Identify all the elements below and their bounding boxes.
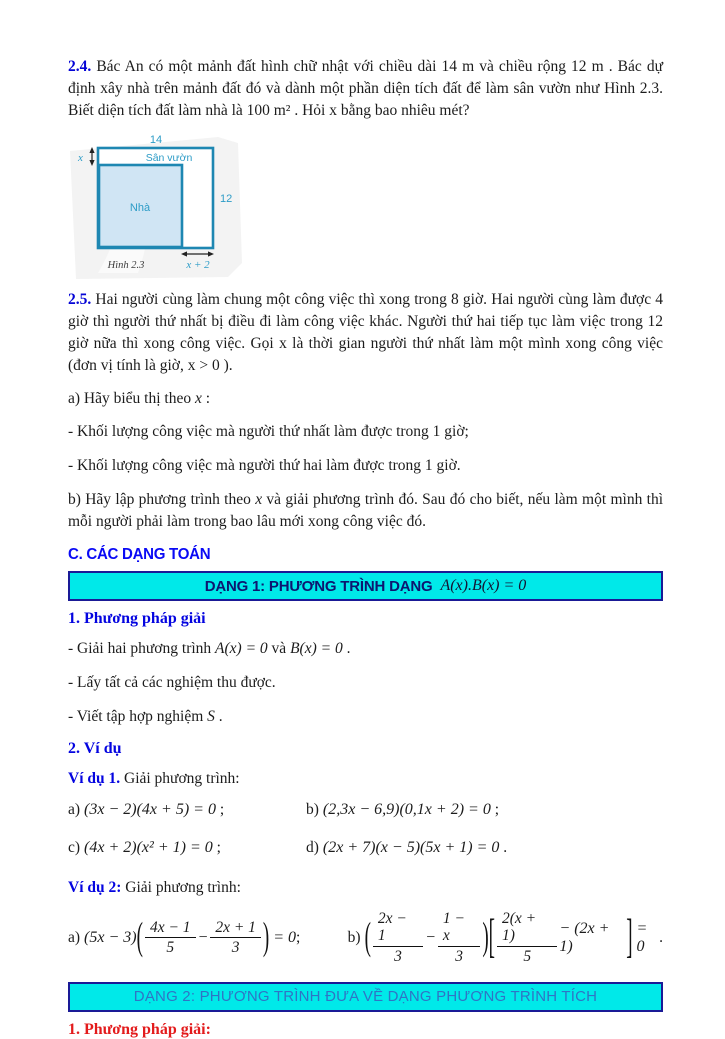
vd2-b-rbracket: ] (626, 911, 633, 965)
vd2-b-frac1-num: 2x − 1 (373, 910, 423, 947)
part-a-pre: a) Hãy biểu thị theo (68, 390, 195, 407)
vd1-c-tail: ; (212, 839, 221, 856)
vd1-d-equation: (2x + 7)(x − 5)(5x + 1) = 0 (322, 839, 500, 856)
vd2-a-lparen: ( (136, 916, 143, 960)
vd2-title: Ví dụ 2: (68, 879, 122, 896)
problem-number: 2.4. (68, 58, 92, 75)
house-label: Nhà (129, 202, 151, 214)
part-b-pre: b) Hãy lập phương trình theo (68, 491, 256, 508)
section-c-heading: C. CÁC DẠNG TOÁN (68, 546, 211, 563)
vd1-title: Ví dụ 1. (68, 770, 121, 787)
problem-text: Bác An có một mảnh đất hình chữ nhật với chiều dài 14 m và chiều rộng 12 m . Bác dự định xây nhà trên mảnh đất đó và dành một phần diện tích đất để làm sân vườn như Hình 2.3. Biết diện tích đất làm nhà là 100 m² . Hỏi x bằng bao nhiêu mét? (68, 58, 663, 119)
vd2-a-frac2 (210, 919, 261, 957)
method-2-heading: 1. Phương pháp giải: (68, 1020, 211, 1038)
dang-1-banner-label: DẠNG 1: PHƯƠNG TRÌNH DẠNG (204, 577, 433, 595)
garden-label: Sân vườn (145, 152, 193, 164)
vd2-b-label: b) (347, 928, 361, 946)
part-a-math: x (194, 390, 202, 407)
dim-right-label: 12 (220, 193, 233, 205)
vd1-a-label: a) (68, 801, 81, 818)
vd1-row-1 (68, 801, 663, 819)
part-a-post: : (201, 390, 211, 407)
vd2-b-minus1: − (425, 928, 436, 946)
dim-top-label: 14 (149, 134, 163, 146)
vd2-b-lparen: ( (364, 916, 371, 960)
problem-number: 2.5. (68, 291, 92, 308)
vd1-d-tail: . (499, 839, 508, 856)
vd1-title-rest: Giải phương trình: (120, 770, 240, 787)
vd2-b-minus2: − (2x + 1) (559, 919, 610, 955)
bottom-dim-label: x + 2 (186, 259, 210, 271)
vd1-b-equation: (2,3x − 6,9)(0,1x + 2) = 0 (322, 801, 491, 818)
land-diagram (68, 133, 328, 283)
method-line-3-post: . (214, 708, 223, 725)
vd2-b-frac1-den: 3 (394, 947, 402, 965)
vd2-b-frac3 (497, 910, 557, 966)
vd2-a-label: a) (68, 928, 81, 946)
vd2-a-frac1-den: 5 (166, 939, 175, 957)
vd1-b-tail: ; (490, 801, 500, 818)
figure-hinh-2-3 (68, 133, 328, 283)
vd2-item-a (68, 916, 348, 960)
vd2-a-tail: ; (296, 928, 301, 946)
vd2-b-frac3-den: 5 (523, 947, 532, 965)
vd1-c-equation: (4x + 2)(x² + 1) = 0 (84, 839, 213, 856)
dang-2-banner-label: DẠNG 2: PHƯƠNG TRÌNH ĐƯA VỀ DẠNG PHƯƠNG TRÌNH TÍCH (133, 988, 598, 1006)
vd2-b-frac1 (373, 910, 423, 966)
method-line-1-math2: B(x) = 0 (290, 640, 343, 657)
method-line-2: - Lấy tất cả các nghiệm thu được. (68, 674, 276, 691)
vd1-c-label: c) (68, 839, 81, 856)
vd1-item-d (306, 839, 663, 857)
method-line-3-pre: - Viết tập hợp nghiệm (68, 708, 208, 725)
part-b-line (68, 489, 663, 533)
part-b-math: x (255, 491, 263, 508)
method-line-1-post: . (342, 640, 351, 657)
vd2-a-frac1 (145, 919, 196, 957)
vd2-a-frac2-den: 3 (231, 939, 240, 957)
vd2-b-equals: = 0 (636, 919, 648, 955)
method-line-1-mid: và (267, 640, 291, 657)
vd2-a-frac2-num: 2x + 1 (210, 919, 261, 938)
vd1-row-2 (68, 839, 663, 857)
vd2-b-frac3-num: 2(x + 1) (497, 910, 557, 947)
vd1-item-c (68, 839, 306, 857)
vd2-b-lbracket: [ (488, 911, 495, 965)
figure-caption: Hình 2.3 (107, 260, 145, 271)
method-line-1-pre: - Giải hai phương trình (68, 640, 216, 657)
vd2-a-equals: = 0 (273, 928, 297, 946)
vd2-a-factor: (5x − 3) (84, 928, 137, 946)
dang-1-banner (68, 571, 663, 601)
vd2-b-tail: . (659, 928, 664, 946)
problem-text: Hai người cùng làm chung một công việc thì xong trong 8 giờ. Hai người cùng làm được 4 giờ thì người thứ nhất bị điều đi làm công việc khác. Người thứ hai tiếp tục làm việc trong 12 giờ nữa thì xong công việc. Gọi x là thời gian người thứ nhất làm một mình xong công việc (đơn vị tính là giờ, x > 0 ). (68, 291, 663, 374)
vd2-a-minus: − (197, 928, 209, 946)
dim-left-label: x (78, 152, 83, 164)
vd2-title-rest: Giải phương trình: (121, 879, 241, 896)
vd1-b-label: b) (306, 801, 319, 818)
dang-1-banner-math: A(x).B(x) = 0 (440, 577, 527, 594)
method-line-1 (68, 638, 663, 660)
problem-2-5 (68, 289, 663, 377)
bullet-2: - Khối lượng công việc mà người thứ hai làm được trong 1 giờ. (68, 457, 461, 474)
method-line-3 (68, 706, 663, 728)
vd1-d-label: d) (306, 839, 319, 856)
vd2-title-line (68, 877, 663, 899)
vd1-a-tail: ; (215, 801, 225, 818)
method-line-3-math: S (207, 708, 215, 725)
vd2-b-rparen: ) (482, 916, 489, 960)
bullet-1: - Khối lượng công việc mà người thứ nhất làm được trong 1 giờ; (68, 423, 469, 440)
method-line-1-math1: A(x) = 0 (215, 640, 268, 657)
vd2-b-frac2-den: 3 (455, 947, 463, 965)
vd2-row (68, 910, 663, 966)
vd2-a-frac1-num: 4x − 1 (145, 919, 196, 938)
part-b-post: và giải phương trình đó. Sau đó cho biết, nếu làm một mình thì mỗi người phải làm trong bao lâu mới xong công việc đó. (68, 491, 664, 530)
vd2-b-frac2-num: 1 − x (438, 910, 480, 947)
vd1-a-equation: (3x − 2)(4x + 5) = 0 (84, 801, 216, 818)
part-a-line (68, 388, 663, 410)
vd2-a-rparen: ) (262, 916, 270, 960)
vd1-item-a (68, 801, 306, 819)
vd1-item-b (306, 801, 663, 819)
method-1-heading: 1. Phương pháp giải (68, 610, 206, 627)
problem-2-4 (68, 56, 663, 122)
vd2-b-frac2 (438, 910, 480, 966)
dang-2-banner (68, 982, 663, 1012)
vd2-item-b (348, 910, 663, 966)
vd1-title-line (68, 768, 663, 790)
examples-heading: 2. Ví dụ (68, 740, 122, 757)
